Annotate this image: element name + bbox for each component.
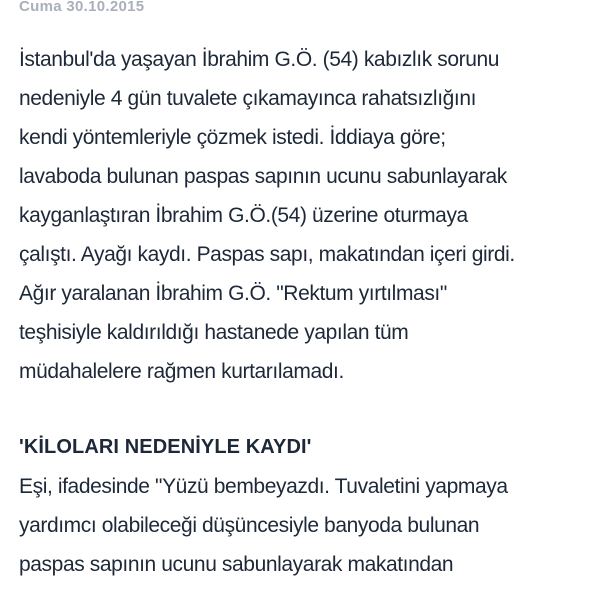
paragraph-line: Eşi, ifadesinde "Yüzü bembeyazdı. Tuvaletini yapmaya <box>19 475 508 498</box>
paragraph-line: kayganlaştıran İbrahim G.Ö.(54) üzerine oturmaya <box>19 204 468 227</box>
paragraph-line: kendi yöntemleriyle çözmek istedi. İddiaya göre; <box>19 126 446 149</box>
paragraph-line: Ağır yaralanan İbrahim G.Ö. "Rektum yırtılması" <box>19 282 447 305</box>
paragraph-line: nedeniyle 4 gün tuvalete çıkamayınca rahatsızlığını <box>19 87 477 110</box>
paragraph-line: İstanbul'da yaşayan İbrahim G.Ö. (54) kabızlık sorunu <box>19 48 500 71</box>
paragraph-line: paspas sapının ucunu sabunlayarak makatından <box>19 553 454 576</box>
article-paragraph-2 <box>19 467 599 584</box>
paragraph-line: müdahalelere rağmen kurtarılamadı. <box>19 360 344 383</box>
paragraph-line: teşhisiyle kaldırıldığı hastanede yapılan tüm <box>19 321 409 344</box>
article-subheading: 'KİLOLARI NEDENİYLE KAYDI' <box>19 436 312 458</box>
paragraph-line: yardımcı olabileceği düşüncesiyle banyoda bulunan <box>19 514 480 537</box>
paragraph-line: çalıştı. Ayağı kaydı. Paspas sapı, makatından içeri girdi. <box>19 243 515 266</box>
article-paragraph-1 <box>19 40 599 391</box>
article-date: Cuma 30.10.2015 <box>19 0 145 15</box>
paragraph-line: lavaboda bulunan paspas sapının ucunu sabunlayarak <box>19 165 507 188</box>
article-body <box>19 40 599 584</box>
